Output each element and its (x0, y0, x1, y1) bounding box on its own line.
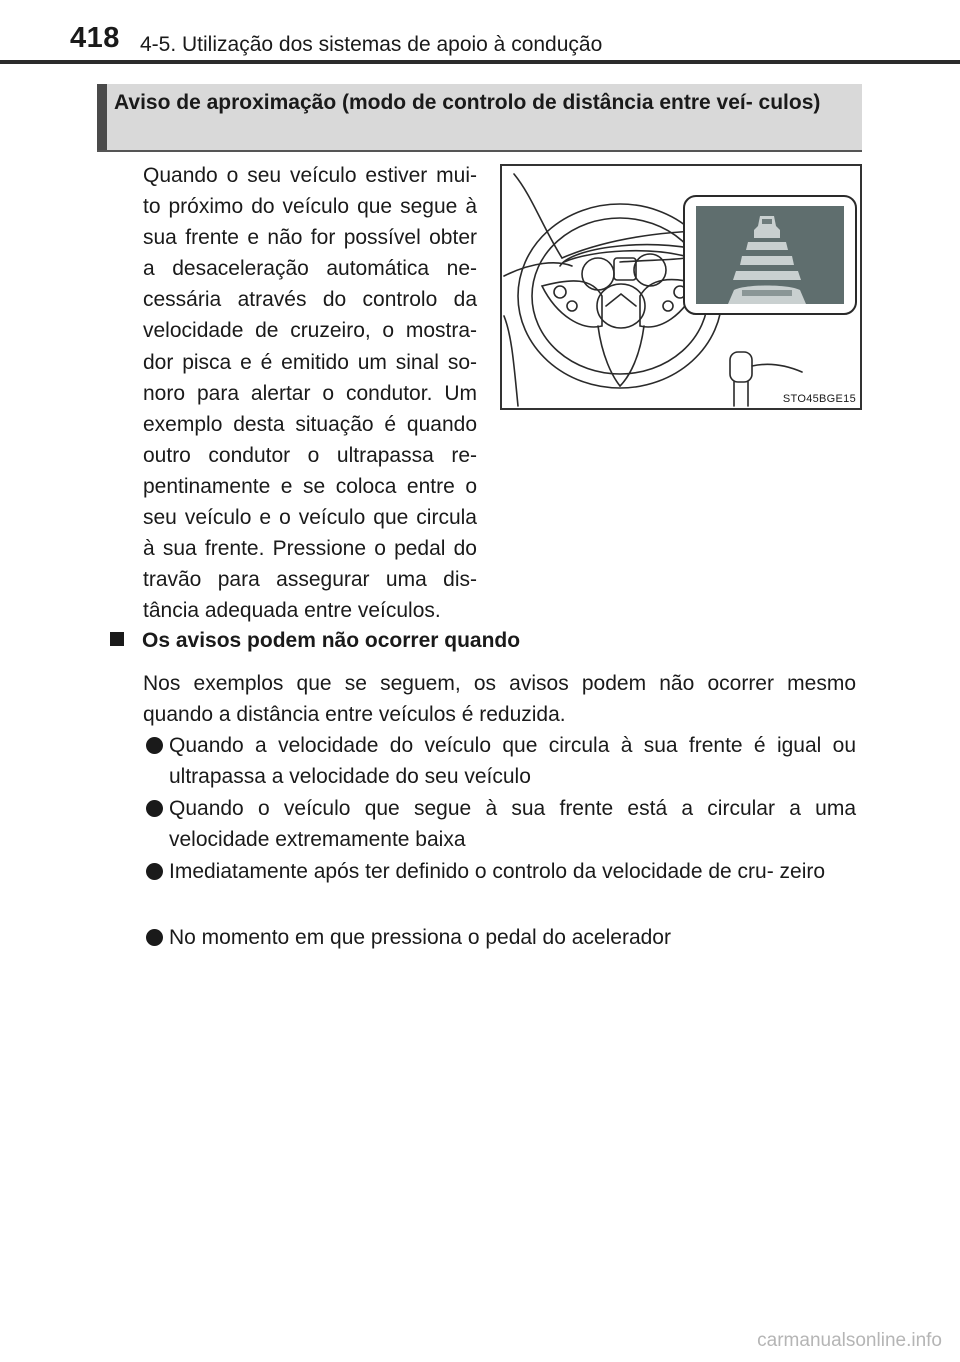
watermark: carmanualsonline.info (757, 1330, 942, 1351)
section-title: Aviso de aproximação (modo de controlo de distância entre veí- culos) (114, 91, 821, 114)
square-bullet-icon (110, 632, 124, 646)
list-item (143, 922, 856, 953)
steering-wheel-display-drawing (502, 166, 860, 408)
subsection-heading-text: Os avisos podem não ocorrer quando (142, 629, 521, 652)
dashboard-illustration (500, 164, 862, 410)
list-item-text: Quando o veículo que segue à sua frente está a circular a uma velocidade extremamente baixa (169, 797, 856, 852)
header-divider (0, 60, 960, 64)
page-number: 418 (70, 22, 120, 54)
subsection-intro: Nos exemplos que se seguem, os avisos podem não ocorrer mesmo quando a distância entre veículos é reduzida. (143, 672, 856, 727)
section-accent-bar (97, 84, 107, 152)
bullet-dot-icon (146, 800, 163, 817)
section-heading-box (97, 84, 862, 152)
bullet-dot-icon (146, 929, 163, 946)
body-paragraph: Quando o seu veículo estiver mui- to próximo do veículo que segue à sua frente e não for possível obter a desaceleração automática ne- cessária através do controlo da velocidade de cruzeiro, o mostra- dor pisca e é emitido um sinal so- noro para alertar o condutor. Um exemplo desta situação é quando outro condutor o ultrapassa re- pentinamente e se coloca entre o seu veículo e o veículo que circula à sua frente. Pressione o pedal do travão para assegurar uma dis- tância adequada entre veículos. (143, 164, 477, 623)
list-item-text: Quando a velocidade do veículo que circula à sua frente é igual ou ultrapassa a velocidade do seu veículo (169, 734, 856, 789)
chapter-title: 4-5. Utilização dos sistemas de apoio à condução (140, 33, 603, 56)
bullet-dot-icon (146, 737, 163, 754)
list-item (143, 856, 856, 887)
figure-code: STO45BGE15 (782, 393, 856, 405)
list-item (143, 730, 856, 792)
bullet-dot-icon (146, 863, 163, 880)
section-divider (97, 150, 862, 152)
list-item-text: Imediatamente após ter definido o controlo da velocidade de cru- zeiro (169, 860, 826, 883)
subsection-heading (110, 629, 520, 653)
list-item (143, 793, 856, 855)
page-header (0, 0, 960, 66)
list-item-text: No momento em que pressiona o pedal do acelerador (169, 926, 671, 949)
